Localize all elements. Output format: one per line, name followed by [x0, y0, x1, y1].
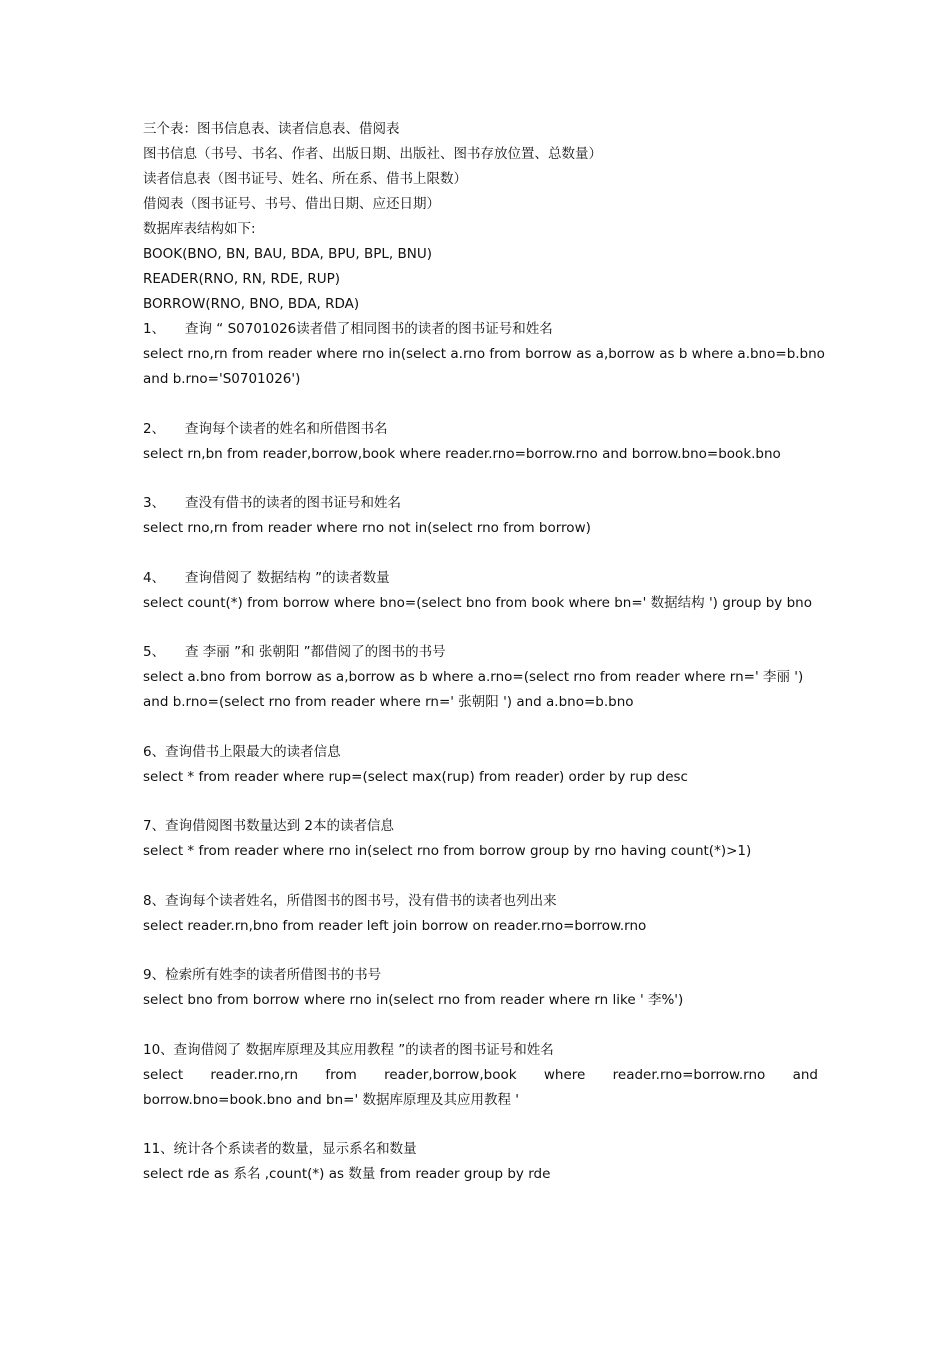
sql-line: select rno,rn from reader where rno not in(select rno from borrow)	[143, 520, 591, 536]
intro-line: 借阅表（图书证号、书号、借出日期、应还日期）	[143, 196, 440, 212]
question-text: 查 李丽 ”和 张朝阳 ”都借阅了的图书的书号	[185, 644, 446, 660]
sql-line: select rde as 系名 ,count(*) as 数量 from reader group by rde	[143, 1166, 551, 1182]
sql-line: select bno from borrow where rno in(select rno from reader where rn like ' 李%')	[143, 992, 684, 1008]
intro-line: 三个表：图书信息表、读者信息表、借阅表	[143, 121, 400, 137]
sql-line: select a.bno from borrow as a,borrow as b where a.rno=(select rno from reader where rn=' 李丽 ')	[143, 669, 804, 685]
sql-line: select count(*) from borrow where bno=(select bno from book where bn=' 数据结构 ') group by bno	[143, 594, 812, 611]
intro-line: 数据库表结构如下:	[143, 221, 256, 237]
sql-line: and b.rno=(select rno from reader where rn=' 张朝阳 ') and a.bno=b.bno	[143, 694, 634, 710]
document-body	[143, 117, 825, 1187]
question-text: 查询借阅了 数据结构 ”的读者数量	[185, 569, 390, 586]
question-number: 5、	[143, 644, 166, 660]
schema-reader: READER(RNO, RN, RDE, RUP)	[143, 271, 341, 287]
question-5	[143, 640, 818, 665]
question-text: 查没有借书的读者的图书证号和姓名	[185, 495, 401, 511]
intro-line: 图书信息（书号、书名、作者、出版日期、出版社、图书存放位置、总数量）	[143, 146, 602, 162]
question-number: 2、	[143, 420, 166, 437]
schema-book: BOOK(BNO, BN, BAU, BDA, BPU, BPL, BNU)	[143, 246, 432, 262]
question-2	[143, 417, 818, 442]
question-1	[143, 317, 818, 342]
question-text: 查询每个读者的姓名和所借图书名	[185, 420, 388, 437]
sql-line: and b.rno='S0701026')	[143, 371, 301, 387]
question-10: 10、查询借阅了 数据库原理及其应用教程 ”的读者的图书证号和姓名	[143, 1041, 554, 1058]
sql-line: select rn,bn from reader,borrow,book where reader.rno=borrow.rno and borrow.bno=book.bno	[143, 445, 781, 462]
sql-line: select reader.rn,bno from reader left join borrow on reader.rno=borrow.rno	[143, 917, 647, 934]
question-text: 查询 “ S0701026读者借了相同图书的读者的图书证号和姓名	[185, 321, 553, 337]
question-3	[143, 491, 818, 516]
sql-line: select * from reader where rno in(select rno from borrow group by rno having count(*)>1)	[143, 843, 752, 859]
sql-line: borrow.bno=book.bno and bn=' 数据库原理及其应用教程 '	[143, 1091, 519, 1108]
question-number: 1、	[143, 321, 166, 337]
intro-line: 读者信息表（图书证号、姓名、所在系、借书上限数）	[143, 171, 467, 187]
question-8: 8、查询每个读者姓名，所借图书的图书号，没有借书的读者也列出来	[143, 892, 557, 909]
question-9: 9、检索所有姓李的读者所借图书的书号	[143, 967, 382, 983]
question-11: 11、统计各个系读者的数量，显示系名和数量	[143, 1141, 417, 1157]
question-7: 7、查询借阅图书数量达到 2本的读者信息	[143, 818, 394, 834]
question-number: 4、	[143, 569, 166, 586]
sql-line: select reader.rno,rn from reader,borrow,book where reader.rno=borrow.rno and	[143, 1066, 818, 1083]
sql-line: select rno,rn from reader where rno in(select a.rno from borrow as a,borrow as b where a.bno=b.bno	[143, 346, 825, 362]
sql-line: select * from reader where rup=(select max(rup) from reader) order by rup desc	[143, 768, 688, 785]
question-number: 3、	[143, 495, 166, 511]
question-6: 6、查询借书上限最大的读者信息	[143, 743, 341, 760]
question-4	[143, 566, 818, 591]
schema-borrow: BORROW(RNO, BNO, BDA, RDA)	[143, 296, 360, 312]
